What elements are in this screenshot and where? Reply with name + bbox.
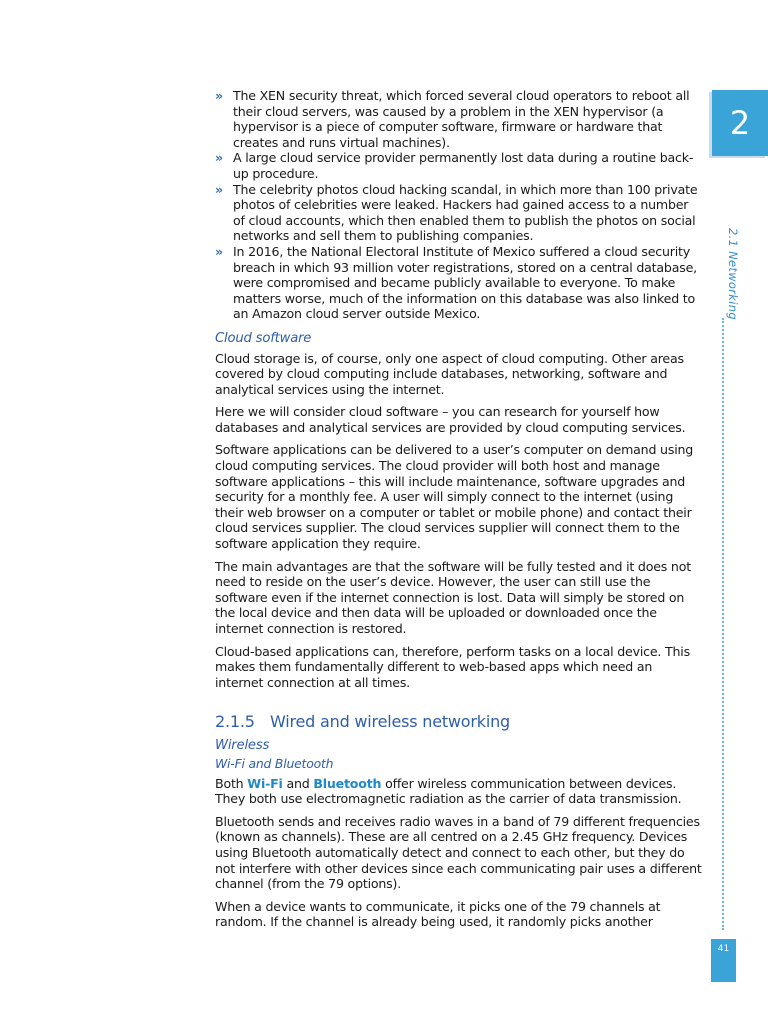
double-chevron-icon: »: [215, 243, 223, 259]
paragraph: Software applications can be delivered to a user’s computer on demand using cloud computing services. The cloud provider will both host and manage software applications – this will include maintenance, software upgrades and security for a monthly fee. A user will simply connect to the internet (using their web browser on a computer or tablet or mobile phone) and contact their cloud services supplier. The cloud services supplier will connect them to the software application they require.: [215, 442, 694, 552]
double-chevron-icon: »: [215, 181, 223, 197]
paragraph: Cloud storage is, of course, only one aspect of cloud computing. Other areas covered by cloud computing include databases, networking, software and analytical services using the internet.: [215, 350, 684, 397]
keyword-wifi: Wi-Fi: [247, 775, 283, 791]
wireless-subheading: Wireless: [215, 738, 270, 754]
page-number: 41: [711, 939, 736, 982]
list-item: » The XEN security threat, which forced several cloud operators to reboot all their cloud servers, was caused by a problem in the XEN hypervisor (a hypervisor is a piece of computer software, firmware or hardware that creates and runs virtual machines).: [215, 88, 690, 150]
list-item: » In 2016, the National Electoral Institute of Mexico suffered a cloud security breach in which 93 million voter registrations, stored on a central database, were compromised and became publicly available to everyone. To make matters worse, much of the information on this database was also linked to an Amazon cloud server outside Mexico.: [215, 243, 697, 322]
dotted-margin-rule: [722, 318, 724, 930]
section-side-label: 2.1 Networking: [726, 228, 740, 320]
double-chevron-icon: »: [215, 150, 223, 166]
paragraph: Bluetooth sends and receives radio waves in a band of 79 different frequencies (known as channels). These are all centred on a 2.45 GHz frequency. Devices using Bluetooth automatically detect and connect to each other, but they do not interfere with other devices since each communicating pair uses a different channel (from the 79 options).: [215, 813, 702, 892]
section-title: Wired and wireless networking: [270, 712, 510, 732]
paragraph: When a device wants to communicate, it picks one of the 79 channels at random. If the channel is already being used, it randomly picks another: [215, 898, 661, 930]
paragraph: The main advantages are that the software will be fully tested and it does not need to reside on the user’s device. However, the user can still use the software even if the internet connection is lost. Data will simply be stored on the local device and then data will be uploaded or downloaded once the internet connection is restored.: [215, 558, 691, 636]
list-item: » A large cloud service provider permanently lost data during a routine back-up procedure.: [215, 150, 694, 181]
security-incidents-list: [215, 88, 703, 322]
section-heading: [215, 712, 703, 732]
keyword-bluetooth: Bluetooth: [313, 775, 382, 791]
cloud-software-heading: Cloud software: [215, 330, 312, 346]
section-number: 2.1.5: [215, 712, 255, 732]
wifi-bluetooth-subheading: Wi-Fi and Bluetooth: [215, 755, 334, 771]
double-chevron-icon: »: [215, 88, 223, 103]
paragraph: Here we will consider cloud software – you can research for yourself how databases and analytical services are provided by cloud computing services.: [215, 404, 686, 435]
paragraph: Cloud-based applications can, therefore, perform tasks on a local device. This makes them fundamentally different to web-based apps which need an internet connection at all times.: [215, 643, 690, 690]
chapter-number-tab: 2: [712, 90, 768, 156]
intro-paragraph: Both Wi-Fi and Bluetooth offer wireless communication between devices. They both use electromagnetic radiation as the carrier of data transmission.: [215, 775, 682, 807]
list-item: » The celebrity photos cloud hacking scandal, in which more than 100 private photos of celebrities were leaked. Hackers had gained access to a number of cloud accounts, which then enabled them to publish the photos on social networks and sell them to publishing companies.: [215, 181, 698, 244]
page-body: [215, 88, 703, 937]
